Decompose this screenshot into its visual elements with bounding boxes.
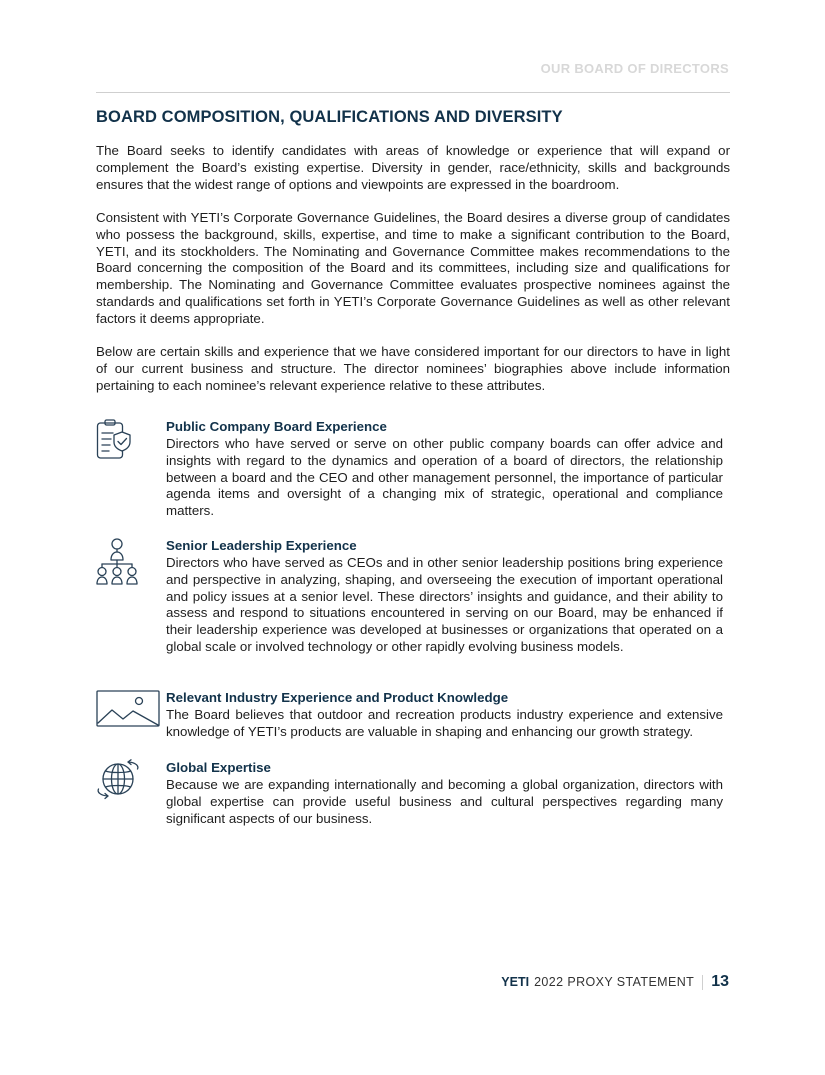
footer-label: 2022 PROXY STATEMENT (534, 975, 695, 989)
attribute-title: Relevant Industry Experience and Product Knowledge (166, 690, 509, 705)
intro-paragraph: Consistent with YETI’s Corporate Governance Guidelines, the Board desires a diverse group of candidates who possess the background, skills, expertise, and time to make a significant contribution to the Board, YETI, and its stockholders. The Nominating and Governance Committee makes recommendations to the Board concerning the composition of the Board and its committees, including size and qualifications for membership. The Nominating and Governance Committee evaluates prospective nominees against the standards and qualifications set forth in YETI’s Corporate Governance Guidelines as well as other relevant factors it deems appropriate. (96, 210, 730, 326)
intro-paragraph: The Board seeks to identify candidates with areas of knowledge or experience that will expand or complement the Board’s existing expertise. Diversity in gender, race/ethnicity, skills and backgrounds ensures that the widest range of options and viewpoints are expressed in the boardroom. (96, 143, 730, 192)
attribute-description: The Board believes that outdoor and recreation products industry experience and extensive knowledge of YETI’s products are valuable in shaping and enhancing our growth strategy. (166, 707, 723, 739)
attribute-description: Because we are expanding internationally and becoming a global organization, directors with global expertise can provide useful business and cultural perspectives regarding many significant aspects of our business. (166, 777, 723, 826)
attribute-description: Directors who have served or serve on other public company boards can offer advice and insights with regard to the dynamics and operation of a board of directors, the relationship between a board and the CEO and other management personnel, the importance of particular agenda items and oversight of a changing mix of strategic, operational and compliance matters. (166, 436, 723, 519)
footer-divider (702, 975, 703, 990)
page-number: 13 (711, 973, 729, 990)
page-footer (501, 973, 729, 991)
attribute-title: Global Expertise (166, 760, 271, 775)
section-title: BOARD COMPOSITION, QUALIFICATIONS AND DIVERSITY (96, 108, 563, 126)
attribute-description: Directors who have served as CEOs and in other senior leadership positions bring experience and perspective in analyzing, shaping, and overseeing the execution of important operational and policy issues at a senior level. These directors’ insights and guidance, and their ability to assess and respond to situations encountered in serving on our Board, may be enhanced if their leadership experience was developed at businesses or organizations that operated on a global scale or involved technology or other rapidly evolving business models. (166, 555, 723, 654)
intro-paragraph: Below are certain skills and experience that we have considered important for our directors to have in light of our current business and structure. The director nominees’ biographies above include information pertaining to each nominee’s relevant experience relative to these attributes. (96, 344, 730, 393)
clipboard-shield-icon (96, 418, 140, 462)
footer-brand: YETI (501, 975, 530, 989)
attribute-title: Senior Leadership Experience (166, 538, 357, 553)
org-chart-icon (96, 537, 140, 581)
header-divider (96, 92, 730, 93)
attribute-title: Public Company Board Experience (166, 419, 387, 434)
globe-icon (96, 759, 140, 803)
landscape-image-icon (96, 689, 140, 733)
running-head: OUR BOARD OF DIRECTORS (540, 61, 729, 76)
